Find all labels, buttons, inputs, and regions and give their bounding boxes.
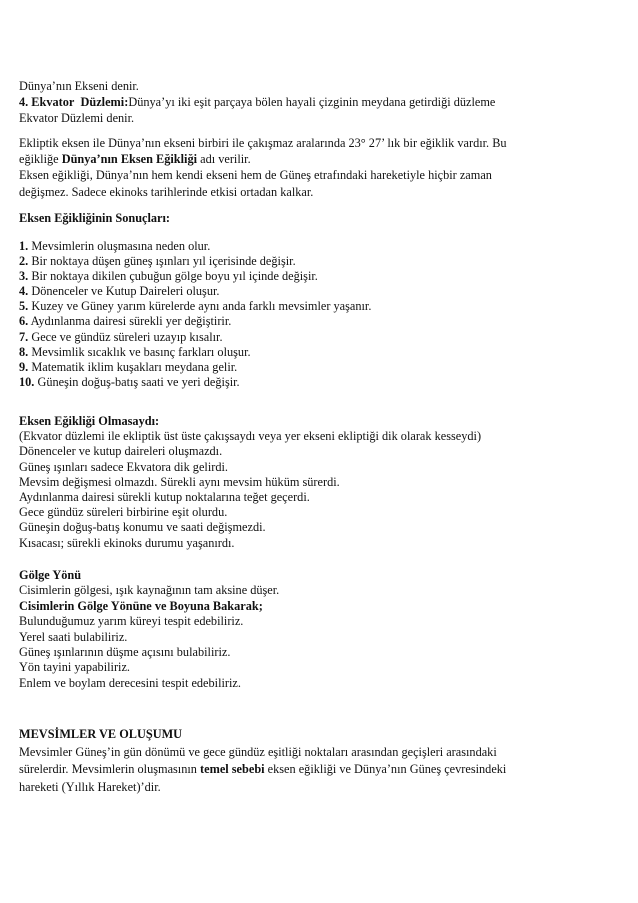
text-line: Dünya’nın Ekseni denir.: [19, 79, 139, 93]
text-line: Ekvator Düzlemi denir.: [19, 111, 135, 126]
text: eğikliğe: [19, 152, 59, 167]
bold-term: Düzlemi:: [80, 95, 129, 110]
list-item: [19, 299, 624, 314]
list-item: [19, 375, 624, 390]
list-item: Dönenceler ve kutup daireleri oluşmazdı.: [19, 444, 223, 459]
list-item: [19, 330, 624, 345]
item-number: 7.: [19, 329, 29, 344]
item-number: 10.: [19, 374, 35, 389]
list-item: [19, 269, 624, 284]
text-line: hareketi (Yıllık Hareket)’dir.: [19, 779, 161, 794]
item-number: 4. Ekvator: [19, 95, 75, 110]
text: eksen eğikliği ve Dünya’nın Güneş çevresindeki: [267, 762, 507, 777]
list-item: [19, 360, 624, 375]
text: sürelerdir. Mevsimlerin oluşmasının: [19, 762, 197, 777]
item-number: 2.: [19, 254, 29, 269]
item-text: Bir noktaya dikilen çubuğun gölge boyu yıl içinde değişir.: [31, 269, 318, 284]
item-text: Güneşin doğuş-batış saati ve yeri değişir.: [37, 374, 240, 389]
section-heading-results: [19, 210, 624, 226]
list-item: [19, 239, 624, 254]
item-text: Gece ve gündüz süreleri uzayıp kısalır.: [31, 329, 223, 344]
list-item: [19, 345, 624, 360]
section-heading: Eksen Eğikliği Olmasaydı:: [19, 414, 160, 428]
text: Dünya’yı iki eşit parçaya bölen hayali çizginin meydana getirdiği düzleme: [128, 95, 496, 110]
item-number: 9.: [19, 359, 29, 374]
seasons-section: [19, 726, 624, 796]
item-text: Kuzey ve Güney yarım kürelerde aynı anda farklı mevsimler yaşanır.: [31, 299, 372, 314]
list-item: Güneşin doğuş-batış konumu ve saati değişmezdi.: [19, 520, 266, 535]
list-item: Aydınlanma dairesi sürekli kutup noktalarına teğet geçerdi.: [19, 490, 310, 505]
text-line: [19, 761, 624, 779]
item-number: 3.: [19, 269, 29, 284]
shadow-direction-section: [19, 568, 624, 691]
text-line: [19, 151, 624, 167]
list-item: Enlem ve boylam derecesini tespit edebiliriz.: [19, 675, 241, 690]
text: adı verilir.: [200, 152, 251, 167]
list-item: [19, 284, 624, 299]
item-number: 5.: [19, 299, 29, 314]
item-text: Aydınlanma dairesi sürekli yer değiştirir.: [30, 314, 232, 329]
sub-heading: Cisimlerin Gölge Yönüne ve Boyuna Bakarak;: [19, 598, 263, 613]
section-heading: Gölge Yönü: [19, 568, 82, 582]
text-line: Cisimlerin gölgesi, ışık kaynağının tam aksine düşer.: [19, 583, 280, 598]
list-item: Bulunduğumuz yarım küreyi tespit edebiliriz.: [19, 614, 244, 629]
axis-tilt-paragraph: [19, 135, 624, 200]
section-heading: Eksen Eğikliğinin Sonuçları:: [19, 211, 171, 225]
item-number: 4.: [19, 284, 29, 299]
list-item: Güneş ışınlarının düşme açısını bulabiliriz.: [19, 645, 231, 660]
list-item: [19, 254, 624, 269]
list-item: Güneş ışınları sadece Ekvatora dik gelirdi.: [19, 459, 228, 474]
list-item: Kısacası; sürekli ekinoks durumu yaşanırdı.: [19, 535, 235, 550]
text-line: Eksen eğikliği, Dünya’nın hem kendi ekseni hem de Güneş etrafındaki hareketiyle hiçbir zaman: [19, 168, 492, 183]
section-heading: MEVSİMLER VE OLUŞUMU: [19, 727, 183, 741]
list-item: [19, 314, 624, 329]
text-line: Mevsimler Güneş’in gün dönümü ve gece gündüz eşitliği noktaları arasından geçişleri arasındaki: [19, 744, 497, 759]
item-number: 8.: [19, 344, 29, 359]
axis-definition-block: [19, 78, 624, 127]
item-text: Mevsimlik sıcaklık ve basınç farkları oluşur.: [31, 344, 251, 359]
item-text: Dönenceler ve Kutup Daireleri oluşur.: [31, 284, 220, 299]
item-number: 6.: [19, 314, 29, 329]
item-text: Matematik iklim kuşakları meydana gelir.: [31, 359, 238, 374]
list-item: (Ekvator düzlemi ile ekliptik üst üste çakışsaydı veya yer ekseni ekliptiği dik olarak kesseydi): [19, 429, 482, 444]
list-item: Yön tayini yapabiliriz.: [19, 660, 130, 675]
text-line: Ekliptik eksen ile Dünya’nın ekseni birbiri ile çakışmaz aralarında 23° 27’ lık bir eğiklik vardır. Bu: [19, 136, 507, 150]
equator-plane-line: [19, 94, 624, 110]
bold-term: Dünya’nın Eksen Eğikliği: [61, 152, 198, 167]
list-item: Gece gündüz süreleri birbirine eşit olurdu.: [19, 505, 228, 520]
text-line: değişmez. Sadece ekinoks tarihlerinde etkisi ortadan kalkar.: [19, 184, 314, 199]
list-item: Mevsim değişmesi olmazdı. Sürekli aynı mevsim hüküm sürerdi.: [19, 474, 340, 489]
results-list: [19, 239, 624, 390]
list-item: Yerel saati bulabiliriz.: [19, 629, 128, 644]
bold-term: temel sebebi: [200, 762, 265, 777]
item-number: 1.: [19, 239, 29, 253]
item-text: Bir noktaya düşen güneş ışınları yıl içerisinde değişir.: [31, 254, 296, 269]
item-text: Mevsimlerin oluşmasına neden olur.: [31, 239, 211, 253]
without-tilt-section: [19, 414, 624, 551]
